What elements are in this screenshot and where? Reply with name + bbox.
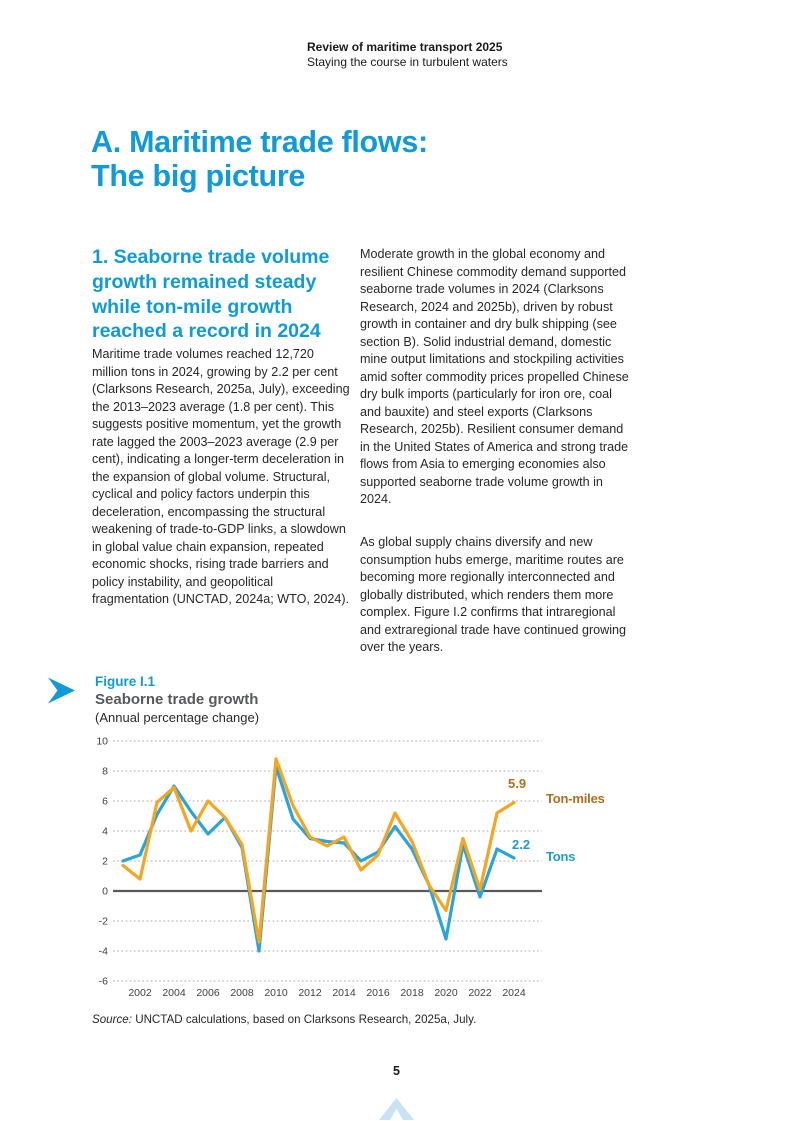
running-header-title: Review of maritime transport 2025 (307, 40, 503, 54)
figure-number: Figure I.1 (95, 674, 156, 689)
svg-text:2008: 2008 (230, 987, 254, 999)
ton-miles-end-value: 5.9 (508, 776, 527, 791)
figure-marker-chevron-icon (47, 677, 76, 704)
svg-text:2004: 2004 (162, 987, 186, 999)
svg-text:2014: 2014 (332, 987, 356, 999)
svg-text:2020: 2020 (434, 987, 458, 999)
body-paragraph-right-1: Moderate growth in the global economy and resilient Chinese commodity demand supported seaborne trade volumes in 2024 (Clarksons Research, 2024 and 2025b), driven by robust growth in container and dry bulk shipping (see section B). Solid industrial demand, domestic mine output limitations and stockpiling activities amid softer commodity prices propelled Chinese dry bulk imports (particularly for iron ore, coal and bauxite) and steel exports (Clarksons Research, 2025b). Resilient consumer demand in the United States of America and strong trade flows from Asia to emerging economies also supported seaborne trade volume growth in 2024. (360, 247, 629, 506)
svg-text:0: 0 (102, 885, 108, 898)
svg-text:2024: 2024 (502, 987, 526, 999)
svg-text:2016: 2016 (366, 987, 390, 999)
svg-text:10: 10 (96, 735, 108, 748)
svg-text:2018: 2018 (400, 987, 424, 999)
figure-source-note (92, 1013, 476, 1026)
running-header (307, 40, 508, 69)
svg-text:-4: -4 (98, 945, 108, 958)
line-chart-canvas (90, 731, 555, 1003)
page-number: 5 (393, 1064, 400, 1078)
figure-subtitle: (Annual percentage change) (95, 710, 260, 725)
chapter-heading: A. Maritime trade flows: The big picture (91, 125, 428, 193)
running-header-subtitle: Staying the course in turbulent waters (307, 54, 508, 69)
seaborne-trade-growth-chart (90, 731, 555, 1003)
svg-text:-6: -6 (98, 975, 108, 988)
svg-text:8: 8 (102, 765, 108, 778)
svg-text:6: 6 (102, 795, 108, 808)
svg-text:2010: 2010 (264, 987, 288, 999)
footer-up-chevron-icon (379, 1087, 414, 1120)
tons-legend-label: Tons (546, 849, 576, 864)
svg-text:2022: 2022 (468, 987, 492, 999)
source-prefix: Source: (92, 1013, 132, 1026)
source-text: UNCTAD calculations, based on Clarksons Research, 2025a, July. (131, 1013, 477, 1026)
svg-text:4: 4 (102, 825, 108, 838)
ton-miles-legend-label: Ton-miles (546, 791, 605, 806)
svg-text:2: 2 (102, 855, 108, 868)
body-paragraph-left: Maritime trade volumes reached 12,720 million tons in 2024, growing by 2.2 per cent (Clarksons Research, 2025a, July), exceeding the 2013–2023 average (1.8 per cent). This suggests positive momentum, yet the growth rate lagged the 2003–2023 average (2.9 per cent), indicating a longer-term deceleration in the expansion of global volume. Structural, cyclical and policy factors underpin this deceleration, encompassing the structural weakening of trade-to-GDP links, a slowdown in global value chain expansion, repeated economic shocks, rising trade barriers and policy instability, and geopolitical fragmentation (UNCTAD, 2024a; WTO, 2024). (92, 347, 350, 606)
section-heading: 1. Seaborne trade volume growth remained steady while ton-mile growth reached a record in 2024 (92, 246, 330, 343)
figure-title: Seaborne trade growth (95, 691, 259, 708)
svg-text:2006: 2006 (196, 987, 220, 999)
svg-text:2012: 2012 (298, 987, 322, 999)
svg-text:2002: 2002 (128, 987, 152, 999)
svg-text:-2: -2 (98, 915, 108, 928)
tons-end-value: 2.2 (512, 837, 531, 852)
body-paragraph-right-2: As global supply chains diversify and new consumption hubs emerge, maritime routes are becoming more regionally interconnected and globally distributed, which renders them more complex. Figure I.2 confirms that intraregional and extraregional trade have continued growing over the years. (360, 535, 627, 654)
